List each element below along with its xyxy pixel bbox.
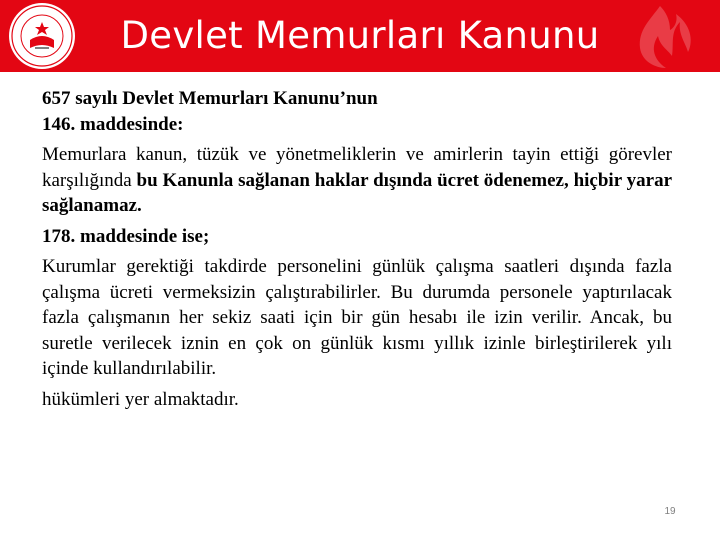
page-number: 19 (664, 506, 676, 517)
article-146-text (42, 142, 672, 219)
closing-text: hükümleri yer almaktadır. (42, 388, 239, 410)
article-178-heading: 178. maddesinde ise; (42, 225, 210, 247)
flame-watermark-icon (620, 4, 712, 70)
article-178-text: Kurumlar gerektiği takdirde personelini günlük çalışma saatleri dışında fazla çalışma ücreti vermeksizin çalıştırabilirler. Bu durumda personele yaptırılacak fazla çalışmanın her sekiz saati için bir gün hesabı ile izin verilir. Ancak, bu suretle verilecek iznin en çok on günlük kısmı yıllık izinle birleştirilerek yılı içinde kullandırılabilir. (42, 256, 672, 379)
slide-body (42, 86, 672, 412)
article-146-bold: bu Kanunla sağlanan haklar dışında ücret ödenemez, hiçbir yarar sağlanamaz. (42, 169, 672, 216)
slide-title: Devlet Memurları Kanunu (120, 14, 600, 57)
header-bar (0, 0, 720, 72)
intro-line-1: 657 sayılı Devlet Memurları Kanunu’nun (42, 88, 378, 109)
intro-line-2: 146. maddesinde: (42, 113, 184, 135)
article-146-normal: Memurlara kanun, tüzük ve yönetmeliklerin ve amirlerin tayin ettiği görevler karşılığında (42, 144, 672, 191)
